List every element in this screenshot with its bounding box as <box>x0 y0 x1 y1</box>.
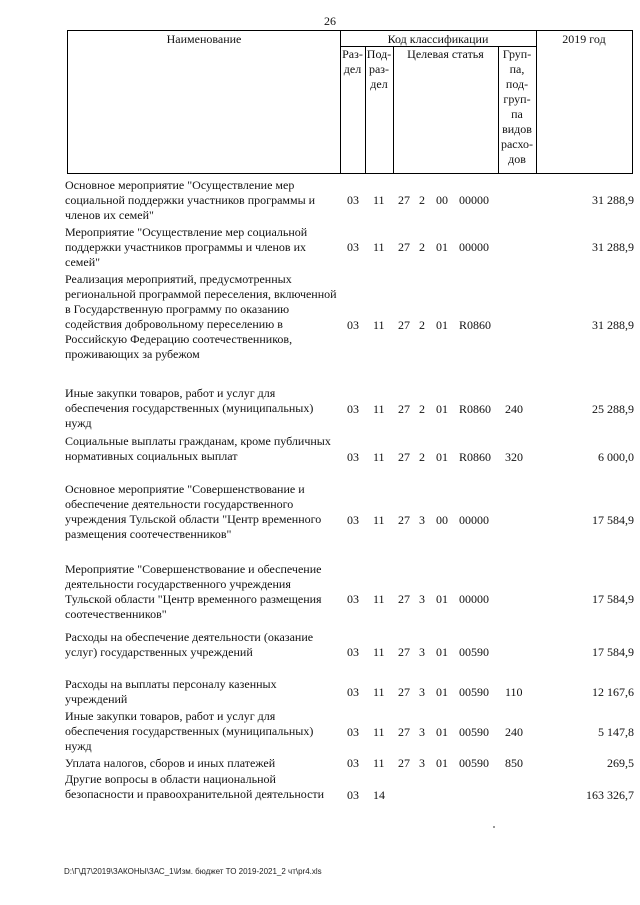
cell-podrazdel: 14 <box>373 788 385 802</box>
header-year: 2019 год <box>562 32 606 46</box>
cell-razdel: 03 <box>347 402 359 416</box>
cell-vr: 240 <box>505 402 523 416</box>
row-name: Основное мероприятие "Осуществление мер социальной поддержки участников программы и членов их семей" <box>65 178 316 222</box>
cell-podrazdel: 11 <box>373 756 385 770</box>
cell-cs1: 27 <box>398 513 410 527</box>
row-name: Расходы на обеспечение деятельности (оказание услуг) государственных учреждений <box>65 630 314 659</box>
row-name: Социальные выплаты гражданам, кроме публичных нормативных социальных выплат <box>65 434 331 463</box>
header-code-group: Код классификации <box>387 32 489 46</box>
row-name: Уплата налогов, сборов и иных платежей <box>65 756 276 770</box>
cell-cs2: 2 <box>419 450 425 464</box>
cell-cs4: 00590 <box>459 685 489 699</box>
cell-amount: 25 288,9 <box>592 402 634 416</box>
cell-vr: 850 <box>505 756 523 770</box>
cell-cs4: 00000 <box>459 513 489 527</box>
cell-cs1: 27 <box>398 756 410 770</box>
row-name: Основное мероприятие "Совершенствование и обеспечение деятельности государственного учреждения Тульской области "Центр временного размещения соотечественников" <box>65 482 322 541</box>
cell-cs3: 00 <box>436 193 448 207</box>
cell-vr: 110 <box>505 685 523 699</box>
cell-cs4: 00000 <box>459 592 489 606</box>
cell-cs2: 3 <box>419 645 425 659</box>
cell-amount: 269,5 <box>607 756 634 770</box>
cell-vr: 240 <box>505 725 523 739</box>
cell-cs2: 3 <box>419 725 425 739</box>
cell-amount: 17 584,9 <box>592 592 634 606</box>
row-name: Мероприятие "Совершенствование и обеспечение деятельности государственного учреждения Тульской области "Центр временного размещения соотечественников" <box>65 562 322 621</box>
cell-cs4: 00590 <box>459 645 489 659</box>
header-name: Наименование <box>166 32 242 46</box>
cell-podrazdel: 11 <box>373 450 385 464</box>
cell-podrazdel: 11 <box>373 592 385 606</box>
cell-podrazdel: 11 <box>373 402 385 416</box>
cell-cs1: 27 <box>398 318 410 332</box>
cell-razdel: 03 <box>347 450 359 464</box>
cell-cs3: 01 <box>436 318 448 332</box>
cell-cs1: 27 <box>398 402 410 416</box>
cell-cs2: 3 <box>419 685 425 699</box>
cell-cs4: R0860 <box>459 402 492 416</box>
cell-cs2: 2 <box>419 193 425 207</box>
cell-cs1: 27 <box>398 725 410 739</box>
cell-cs1: 27 <box>398 193 410 207</box>
cell-amount: 31 288,9 <box>592 193 634 207</box>
cell-amount: 12 167,6 <box>592 685 634 699</box>
cell-cs4: 00590 <box>459 725 489 739</box>
header-target: Целевая статья <box>407 47 484 61</box>
cell-cs3: 01 <box>436 240 448 254</box>
cell-razdel: 03 <box>347 645 359 659</box>
table-header <box>67 30 633 174</box>
cell-amount: 17 584,9 <box>592 513 634 527</box>
cell-podrazdel: 11 <box>373 685 385 699</box>
cell-cs4: R0860 <box>459 318 492 332</box>
cell-razdel: 03 <box>347 685 359 699</box>
cell-amount: 5 147,8 <box>598 725 634 739</box>
cell-razdel: 03 <box>347 318 359 332</box>
row-name: Другие вопросы в области национальной безопасности и правоохранительной деятельности <box>65 772 325 801</box>
row-name: Реализация мероприятий, предусмотренных региональной программой переселения, включенной в Государственную программу по оказанию содействия добровольному переселению в Российскую Федерацию соотечественников, проживающих за рубежом <box>65 272 337 361</box>
page-number: 26 <box>324 14 336 28</box>
cell-cs3: 01 <box>436 645 448 659</box>
cell-podrazdel: 11 <box>373 318 385 332</box>
cell-cs1: 27 <box>398 450 410 464</box>
cell-vr: 320 <box>505 450 523 464</box>
scan-mark <box>493 826 495 828</box>
cell-cs3: 01 <box>436 402 448 416</box>
cell-cs2: 3 <box>419 513 425 527</box>
cell-cs3: 01 <box>436 685 448 699</box>
cell-cs4: 00000 <box>459 240 489 254</box>
cell-razdel: 03 <box>347 193 359 207</box>
cell-amount: 17 584,9 <box>592 645 634 659</box>
cell-cs2: 3 <box>419 592 425 606</box>
cell-amount: 163 326,7 <box>586 788 634 802</box>
cell-amount: 31 288,9 <box>592 240 634 254</box>
cell-podrazdel: 11 <box>373 193 385 207</box>
row-name: Иные закупки товаров, работ и услуг для обеспечения государственных (муниципальных) нужд <box>65 709 314 753</box>
header-podrazdel: Под- раз- дел <box>366 47 392 91</box>
cell-podrazdel: 11 <box>373 725 385 739</box>
cell-cs2: 2 <box>419 402 425 416</box>
row-name: Иные закупки товаров, работ и услуг для обеспечения государственных (муниципальных) нужд <box>65 386 314 430</box>
cell-cs2: 2 <box>419 318 425 332</box>
cell-razdel: 03 <box>347 513 359 527</box>
cell-cs4: 00000 <box>459 193 489 207</box>
cell-amount: 6 000,0 <box>598 450 634 464</box>
cell-amount: 31 288,9 <box>592 318 634 332</box>
cell-cs2: 3 <box>419 756 425 770</box>
file-path-footer: D:\Г\Д7\2019\ЗАКОНЫ\ЗАС_1\Изм. бюджет ТО 2019-2021_2 чт\pr4.xls <box>64 867 322 876</box>
cell-podrazdel: 11 <box>373 645 385 659</box>
cell-cs3: 01 <box>436 725 448 739</box>
cell-cs1: 27 <box>398 645 410 659</box>
row-name: Расходы на выплаты персоналу казенных учреждений <box>65 677 277 706</box>
cell-podrazdel: 11 <box>373 240 385 254</box>
cell-cs1: 27 <box>398 592 410 606</box>
cell-cs3: 00 <box>436 513 448 527</box>
row-name: Мероприятие "Осуществление мер социальной поддержки участников программы и членов их семей" <box>65 225 308 269</box>
cell-cs3: 01 <box>436 756 448 770</box>
cell-cs1: 27 <box>398 240 410 254</box>
cell-cs3: 01 <box>436 450 448 464</box>
cell-razdel: 03 <box>347 788 359 802</box>
cell-razdel: 03 <box>347 240 359 254</box>
cell-razdel: 03 <box>347 725 359 739</box>
cell-cs3: 01 <box>436 592 448 606</box>
cell-razdel: 03 <box>347 592 359 606</box>
header-razdel: Раз- дел <box>342 47 363 76</box>
cell-cs4: 00590 <box>459 756 489 770</box>
cell-cs4: R0860 <box>459 450 492 464</box>
cell-cs2: 2 <box>419 240 425 254</box>
header-group: Груп- па, под- груп- па видов расхо- дов <box>500 47 534 166</box>
cell-podrazdel: 11 <box>373 513 385 527</box>
cell-razdel: 03 <box>347 756 359 770</box>
cell-cs1: 27 <box>398 685 410 699</box>
